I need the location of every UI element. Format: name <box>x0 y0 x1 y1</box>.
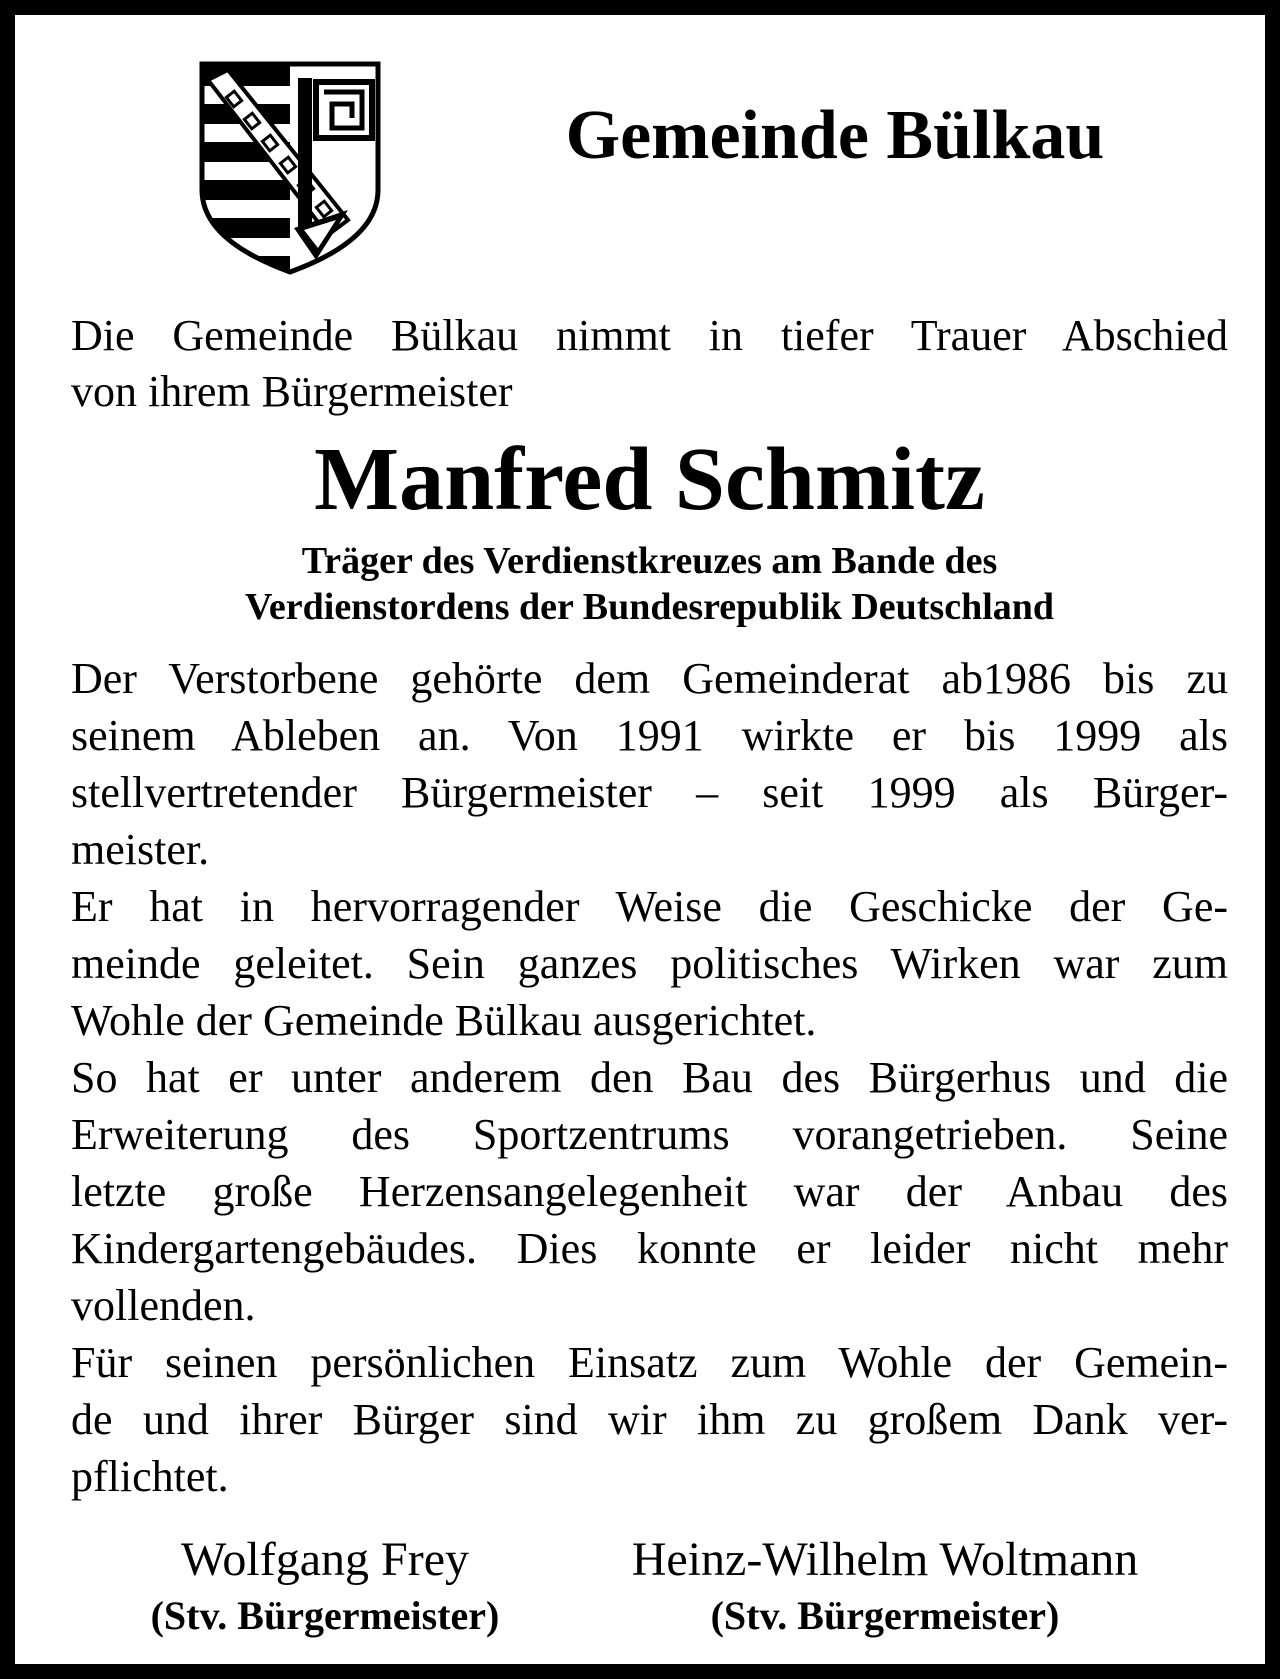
body-line: Wohle der Gemeinde Bülkau ausgerichtet. <box>71 996 817 1045</box>
body-line: Für seinen persönlichen Einsatz zum Wohle der Gemein- <box>71 1338 1228 1387</box>
signatory-role: (Stv. Bürgermeister) <box>150 1593 500 1638</box>
honor-line: Verdienstordens der Bundesrepublik Deutschland <box>244 586 1055 628</box>
signatory-name: Wolfgang Frey <box>180 1533 470 1586</box>
body-line: Erweiterung des Sportzentrums vorangetrieben. Seine <box>71 1110 1228 1159</box>
intro-line: Die Gemeinde Bülkau nimmt in tiefer Trauer Abschied <box>71 311 1228 360</box>
body-line: letzte große Herzensangelegenheit war der Anbau des <box>71 1167 1228 1216</box>
signature-block <box>45 1530 605 1642</box>
body-line: pflichtet. <box>71 1452 229 1501</box>
body-line: Kindergartengebäudes. Dies konnte er leider nicht mehr <box>71 1224 1228 1273</box>
coat-of-arms-icon <box>198 60 382 277</box>
honor-text <box>71 538 1228 630</box>
body-line: seinem Ableben an. Von 1991 wirkte er bis 1999 als <box>71 711 1228 760</box>
body-line: So hat er unter anderem den Bau des Bürgerhus und die <box>71 1053 1228 1102</box>
intro-line: von ihrem Bürgermeister <box>71 367 513 416</box>
signatory-name: Heinz-Wilhelm Woltmann <box>631 1533 1139 1586</box>
deceased-name: Manfred Schmitz <box>314 430 985 529</box>
municipality-title: Gemeinde Bülkau <box>565 97 1105 174</box>
body-line: stellvertretender Bürgermeister – seit 1999 als Bürger- <box>71 768 1228 817</box>
body-line: Der Verstorbene gehörte dem Gemeinderat ab1986 bis zu <box>71 654 1228 703</box>
signature-block <box>605 1530 1165 1642</box>
body-line: Er hat in hervorragender Weise die Geschicke der Ge- <box>71 882 1228 931</box>
body-line: vollenden. <box>71 1281 256 1330</box>
body-line: de und ihrer Bürger sind wir ihm zu großem Dank ver- <box>71 1395 1228 1444</box>
honor-line: Träger des Verdienstkreuzes am Bande des <box>301 540 998 582</box>
body-text <box>71 650 1228 1505</box>
intro-text <box>71 308 1228 420</box>
signatory-role: (Stv. Bürgermeister) <box>710 1593 1060 1638</box>
body-line: meister. <box>71 825 210 874</box>
body-line: meinde geleitet. Sein ganzes politisches Wirken war zum <box>71 939 1228 988</box>
